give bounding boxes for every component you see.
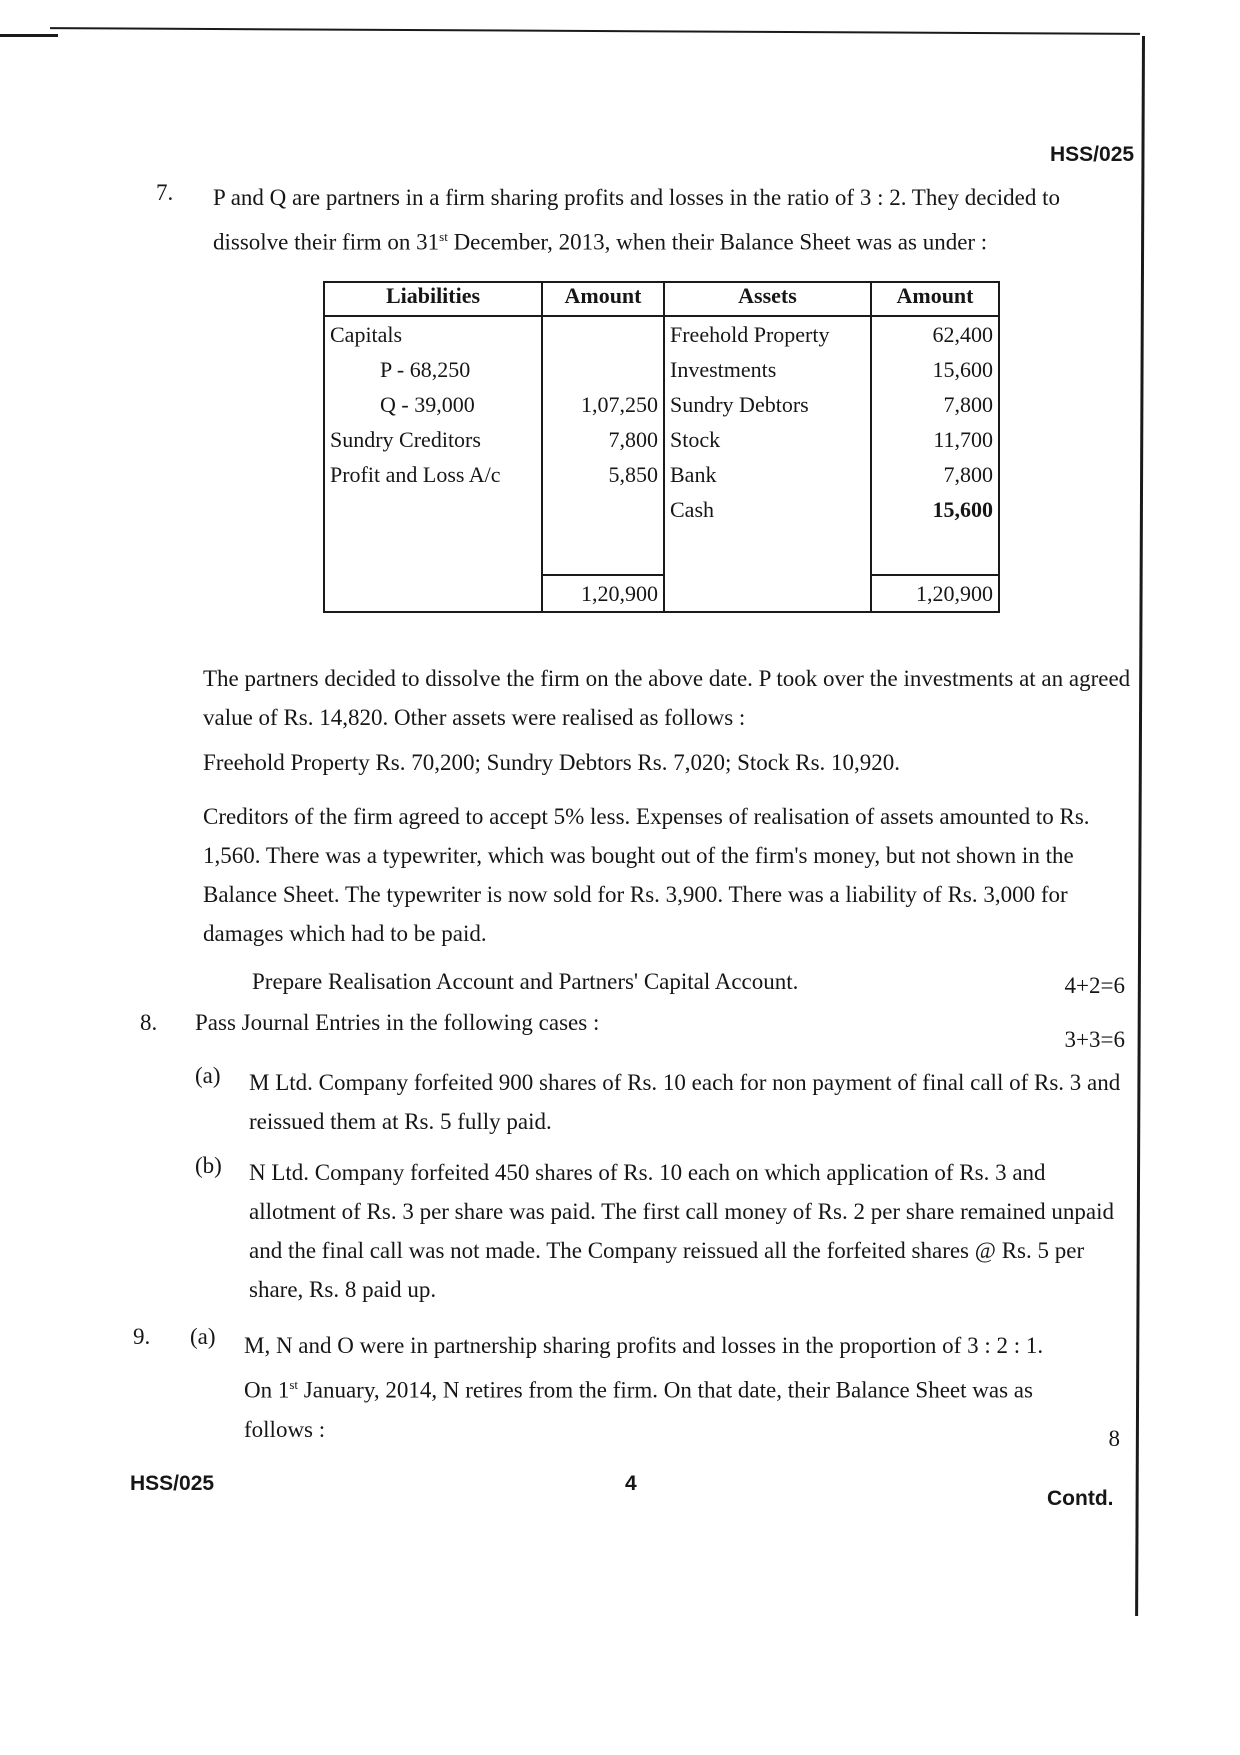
top-left-mark [0,34,58,37]
liability-cell [324,492,542,527]
liability-amount-cell: 5,850 [542,457,664,492]
liability-cell: Capitals [324,316,542,352]
asset-cell: Freehold Property [664,316,871,352]
asset-amount-cell: 7,800 [871,387,999,422]
asset-amount-cell: 62,400 [871,316,999,352]
q7-para3: Creditors of the firm agreed to accept 5% less. Expenses of realisation of assets amounted to Rs. 1,560. There was a typewriter, which was bought out of the firm's money, but not shown in the Balance Sheet. The typewriter is now sold for Rs. 3,900. There was a liability of Rs. 3,000 for damages which had to be paid. [203,804,1090,946]
liabilities-amount-header: Amount [542,282,664,316]
total-assets: 1,20,900 [871,575,999,612]
q7-number: 7. [156,180,174,205]
contd-label: Contd. [1047,1487,1114,1510]
q7-instruction: Prepare Realisation Account and Partners' Capital Account. [252,969,799,994]
table-row [324,316,999,352]
q8-marks: 3+3=6 [1064,1027,1125,1052]
asset-cell: Bank [664,457,871,492]
q8b-label: (b) [195,1153,222,1178]
asset-cell: Stock [664,422,871,457]
q8-number: 8. [140,1010,158,1035]
q7-intro [213,178,1148,262]
table-total-row [324,575,999,612]
assets-header: Assets [664,282,871,316]
q7-para2: Freehold Property Rs. 70,200; Sundry Debtors Rs. 7,020; Stock Rs. 10,920. [203,750,901,775]
table-header-row [324,282,999,316]
total-liabilities: 1,20,900 [542,575,664,612]
asset-amount-cell: 11,700 [871,422,999,457]
q9-number: 9. [133,1324,151,1349]
asset-cell: Investments [664,352,871,387]
q8a-label: (a) [195,1063,221,1088]
asset-cell: Cash [664,492,871,527]
top-border-line [50,27,1140,35]
q7-para1: The partners decided to dissolve the firm on the above date. P took over the investments at an agreed value of Rs. 14,820. Other assets were realised as follows : [203,666,1131,730]
table-row-spacer [324,527,999,575]
balance-sheet-table [323,281,1000,613]
liability-cell: Sundry Creditors [324,422,542,457]
header-paper-code: HSS/025 [1050,143,1135,166]
asset-cell: Sundry Debtors [664,387,871,422]
table-row [324,457,999,492]
q9-marks: 8 [1108,1426,1120,1451]
asset-amount-cell: 15,600 [871,492,999,527]
q8-text: Pass Journal Entries in the following cases : [195,1010,600,1035]
table-row [324,492,999,527]
liability-cell: P - 68,250 [324,352,542,387]
assets-amount-header: Amount [871,282,999,316]
liability-amount-cell: 1,07,250 [542,387,664,422]
liability-cell: Q - 39,000 [324,387,542,422]
q9a-text [244,1326,1144,1449]
liability-amount-cell: 7,800 [542,422,664,457]
table-row [324,387,999,422]
q7-intro-line2: dissolve their firm on 31st December, 2013, when their Balance Sheet was as under : [213,229,988,255]
page-number: 4 [625,1472,637,1495]
q9a-label: (a) [190,1324,216,1349]
liability-cell: Profit and Loss A/c [324,457,542,492]
liability-amount-cell [542,352,664,387]
q9a-line3: follows : [244,1416,326,1442]
liability-amount-cell [542,492,664,527]
q7-marks: 4+2=6 [1064,973,1125,998]
footer-paper-code: HSS/025 [130,1472,215,1495]
liability-amount-cell [542,316,664,352]
q9a-line2: On 1st January, 2014, N retires from the firm. On that date, their Balance Sheet was as [244,1377,1033,1403]
liabilities-header: Liabilities [324,282,542,316]
q8b-text: N Ltd. Company forfeited 450 shares of Rs. 10 each on which application of Rs. 3 and allotment of Rs. 3 per share was paid. The first call money of Rs. 2 per share remained unpaid and the final call was not made. The Company reissued all the forfeited shares @ Rs. 5 per share, Rs. 8 paid up. [249,1160,1115,1302]
asset-amount-cell: 7,800 [871,457,999,492]
table-row [324,352,999,387]
q8a-text: M Ltd. Company forfeited 900 shares of Rs. 10 each for non payment of final call of Rs. 3 and reissued them at Rs. 5 fully paid. [249,1070,1121,1134]
q7-intro-line1: P and Q are partners in a firm sharing profits and losses in the ratio of 3 : 2. They decided to [213,185,1060,210]
table-row [324,422,999,457]
asset-amount-cell: 15,600 [871,352,999,387]
q9a-line1: M, N and O were in partnership sharing profits and losses in the proportion of 3 : 2 : 1. [244,1333,1044,1358]
